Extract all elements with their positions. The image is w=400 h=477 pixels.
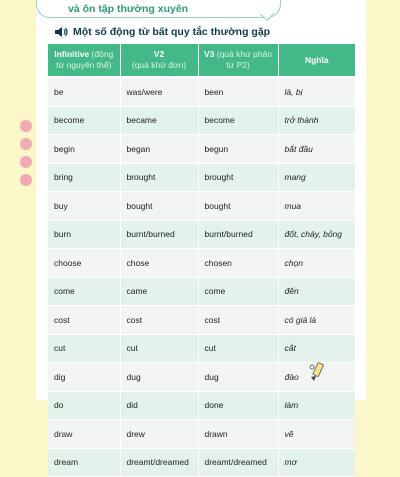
cell-v2: became [120, 106, 198, 135]
cell-v2: dug [120, 363, 198, 392]
cell-v3: brought [198, 163, 278, 192]
cell-meaning: vẽ [278, 420, 355, 449]
cell-v2: came [120, 277, 198, 306]
cell-infinitive: begin [48, 135, 120, 164]
cell-v3: cost [198, 306, 278, 335]
section-title [54, 24, 270, 40]
irregular-verbs-table [48, 44, 355, 477]
table-row [48, 220, 355, 249]
cell-v2: began [120, 135, 198, 164]
cell-meaning: có giá là [278, 306, 355, 335]
speaker-icon [54, 26, 68, 38]
cell-meaning: trở thành [278, 106, 355, 135]
cell-v3: dreamt/dreamed [198, 448, 278, 477]
decoration-dot [20, 138, 32, 150]
cell-meaning: đốt, cháy, bỏng [278, 220, 355, 249]
header-v3: V3 (quá khứ phân từ P2) [198, 44, 278, 77]
pencil-doodle-icon [308, 362, 326, 382]
cell-meaning: mua [278, 192, 355, 221]
cell-infinitive: draw [48, 420, 120, 449]
table-row [48, 135, 355, 164]
cell-v2: burnt/burned [120, 220, 198, 249]
table-row [48, 420, 355, 449]
header-meaning: Nghĩa [278, 44, 355, 77]
cell-infinitive: cut [48, 334, 120, 363]
cell-meaning: đào [278, 363, 355, 392]
cell-meaning: bắt đầu [278, 135, 355, 164]
cell-v3: begun [198, 135, 278, 164]
table-row [48, 391, 355, 420]
decoration-dot [20, 120, 32, 132]
cell-v3: bought [198, 192, 278, 221]
table-row [48, 277, 355, 306]
table-header-row [48, 44, 355, 77]
cell-meaning: làm [278, 391, 355, 420]
cell-v3: chosen [198, 249, 278, 278]
cell-infinitive: burn [48, 220, 120, 249]
cell-v2: cost [120, 306, 198, 335]
section-title-text: Một số động từ bất quy tắc thường gặp [73, 26, 271, 38]
cell-v2: drew [120, 420, 198, 449]
cell-v2: was/were [120, 77, 198, 106]
cell-v3: been [198, 77, 278, 106]
table-row [48, 163, 355, 192]
table-row [48, 306, 355, 335]
cell-infinitive: dig [48, 363, 120, 392]
cell-meaning: mơ [278, 448, 355, 477]
bubble-text: và ôn tập thường xuyên [68, 3, 189, 15]
table-row [48, 77, 355, 106]
cell-infinitive: be [48, 77, 120, 106]
cell-meaning: cắt [278, 334, 355, 363]
cell-infinitive: bring [48, 163, 120, 192]
cell-infinitive: dream [48, 448, 120, 477]
cell-v3: drawn [198, 420, 278, 449]
cell-infinitive: choose [48, 249, 120, 278]
cell-meaning: mang [278, 163, 355, 192]
cell-meaning: chọn [278, 249, 355, 278]
cell-infinitive: buy [48, 192, 120, 221]
cell-v2: cut [120, 334, 198, 363]
decoration-dot [20, 174, 32, 186]
cell-v3: burnt/burned [198, 220, 278, 249]
decoration-dot [20, 156, 32, 168]
cell-meaning: đến [278, 277, 355, 306]
table-row [48, 334, 355, 363]
table-row [48, 249, 355, 278]
cell-v3: come [198, 277, 278, 306]
cell-v3: become [198, 106, 278, 135]
cell-v2: bought [120, 192, 198, 221]
cell-infinitive: do [48, 391, 120, 420]
header-v2: V2 (quá khứ đơn) [120, 44, 198, 77]
cell-v2: did [120, 391, 198, 420]
cell-v2: chose [120, 249, 198, 278]
cell-infinitive: become [48, 106, 120, 135]
cell-v2: dreamt/dreamed [120, 448, 198, 477]
cell-infinitive: come [48, 277, 120, 306]
table-row [48, 106, 355, 135]
cell-infinitive: cost [48, 306, 120, 335]
cell-v3: dug [198, 363, 278, 392]
cell-v3: cut [198, 334, 278, 363]
table-row [48, 448, 355, 477]
cell-meaning: là, bị [278, 77, 355, 106]
header-infinitive: Infinitive (động từ nguyên thể) [48, 44, 120, 77]
table-row [48, 192, 355, 221]
cell-v2: brought [120, 163, 198, 192]
cell-v3: done [198, 391, 278, 420]
